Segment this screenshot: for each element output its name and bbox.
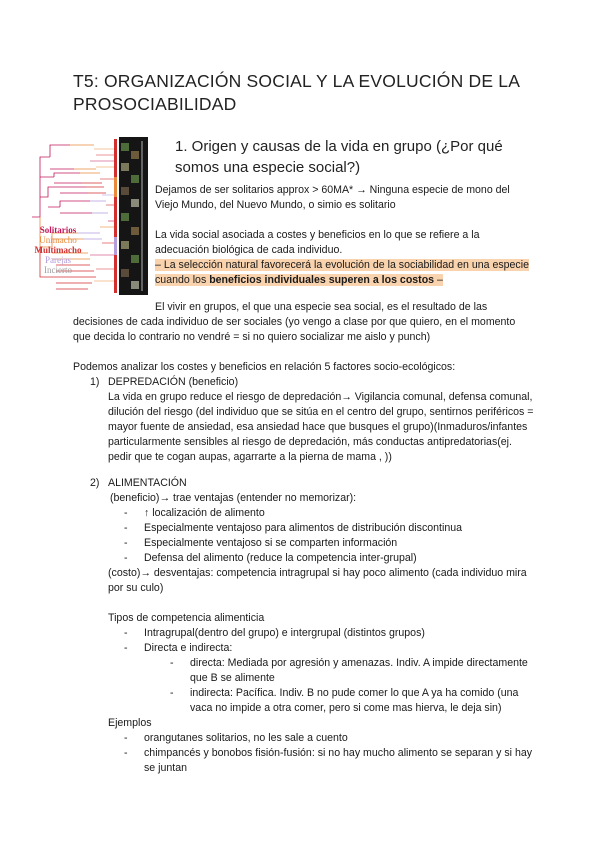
section-heading: 1. Origen y causas de la vida en grupo (¿Por qué somos una especie social?)	[175, 138, 503, 176]
cost-text: (costo)→ desventajas: competencia intragrupal si hay poco alimento (cada individuo mira por su culo)	[108, 567, 527, 594]
competition-types-title: Tipos de competencia alimenticia	[108, 612, 265, 624]
examples-list	[144, 731, 538, 776]
competition-types-list	[144, 626, 538, 656]
legend-unimacho: Unimacho	[39, 235, 77, 245]
highlight-natural-selection	[155, 258, 530, 288]
highlight-text-pre: – La selección natural favorecerá la evolución de la sociabilidad en una especie cuando los	[155, 259, 529, 286]
legend-solitarios: Solitarios	[39, 225, 77, 235]
legend-parejas: Parejas	[45, 255, 71, 265]
figure-legend	[18, 225, 98, 275]
paragraph-group-living: El vivir en grupos, el que una especie sea social, es el resultado de las decisiones de cada individuo de ser sociales (yo vengo a clase por que quiero, en el momento que decida lo contrario no vendré = si no quiero socializar me aislo y punch)	[73, 301, 516, 343]
page-title: T5: ORGANIZACIÓN SOCIAL Y LA EVOLUCIÓN DE LA PROSOCIABILIDAD	[73, 71, 520, 114]
list-item: - Especialmente ventajoso para alimentos de distribución discontinua	[144, 521, 538, 536]
factor-number: 2)	[90, 477, 100, 489]
legend-incierto: Incierto	[44, 265, 72, 275]
list-item: - Especialmente ventajoso si se comparten información	[144, 536, 538, 551]
factor-predation	[90, 375, 538, 465]
factor-number: 1)	[90, 376, 100, 388]
benefit-intro: (beneficio)→ trae ventajas (entender no memorizar):	[110, 492, 357, 504]
list-item: - Intragrupal(dentro del grupo) e intergrupal (distintos grupos)	[144, 626, 538, 641]
factor-title: ALIMENTACIÓN	[108, 477, 187, 489]
list-item: - indirecta: Pacífica. Indiv. B no pude comer lo que A ya ha comido (una vaca no impide a otra comer, pero si come mas hierva, le deja sin)	[190, 686, 538, 716]
paragraph-solitary: Dejamos de ser solitarios approx > 60MA* → Ninguna especie de mono del Viejo Mundo, del Nuevo Mundo, o simio es solitario	[155, 184, 510, 211]
factors-intro: Podemos analizar los costes y beneficios en relación 5 factores socio-ecológicos:	[73, 361, 456, 373]
phylogeny-figure	[30, 137, 148, 295]
factor-text: La vida en grupo reduce el riesgo de depredación→ Vigilancia comunal, defensa comunal, dilución del riesgo (del individuo que se sitúa en el centro del grupo, sentirnos periféricos = mayor fuente de ansiedad, esa ansiedad hace que busques el grupo)(Inmaduros/infantes particularmente sensibles al riesgo de depredación, más conductas antipredatorias(ej. pedir que te cogan aupas, agarrarte a la pierna de mama , ))	[108, 391, 534, 463]
examples-title: Ejemplos	[108, 717, 152, 729]
list-item: - orangutanes solitarios, no les sale a cuento	[144, 731, 538, 746]
factor-feeding	[90, 476, 538, 776]
list-item: - Defensa del alimento (reduce la competencia inter-grupal)	[144, 551, 538, 566]
highlight-text-bold: beneficios individuales superen a los costos	[209, 274, 435, 286]
factor-title: DEPREDACIÓN (beneficio)	[108, 376, 239, 388]
highlight-text-post: –	[434, 274, 443, 286]
competition-subtypes-list	[190, 656, 538, 716]
paragraph-costs-benefits: La vida social asociada a costes y beneficios en lo que se refiere a la adecuación biológica de cada individuo.	[155, 229, 480, 256]
list-item: - chimpancés y bonobos fisión-fusión: si no hay mucho alimento se separan y si hay se juntan	[144, 746, 538, 776]
legend-multimacho: Multimacho	[34, 245, 82, 255]
list-item: - Directa e indirecta:	[144, 641, 538, 656]
list-item: - directa: Mediada por agresión y amenazas. Indiv. A impide directamente que B se alimente	[190, 656, 538, 686]
benefits-list	[144, 506, 538, 566]
list-item: - ↑ localización de alimento	[144, 506, 538, 521]
